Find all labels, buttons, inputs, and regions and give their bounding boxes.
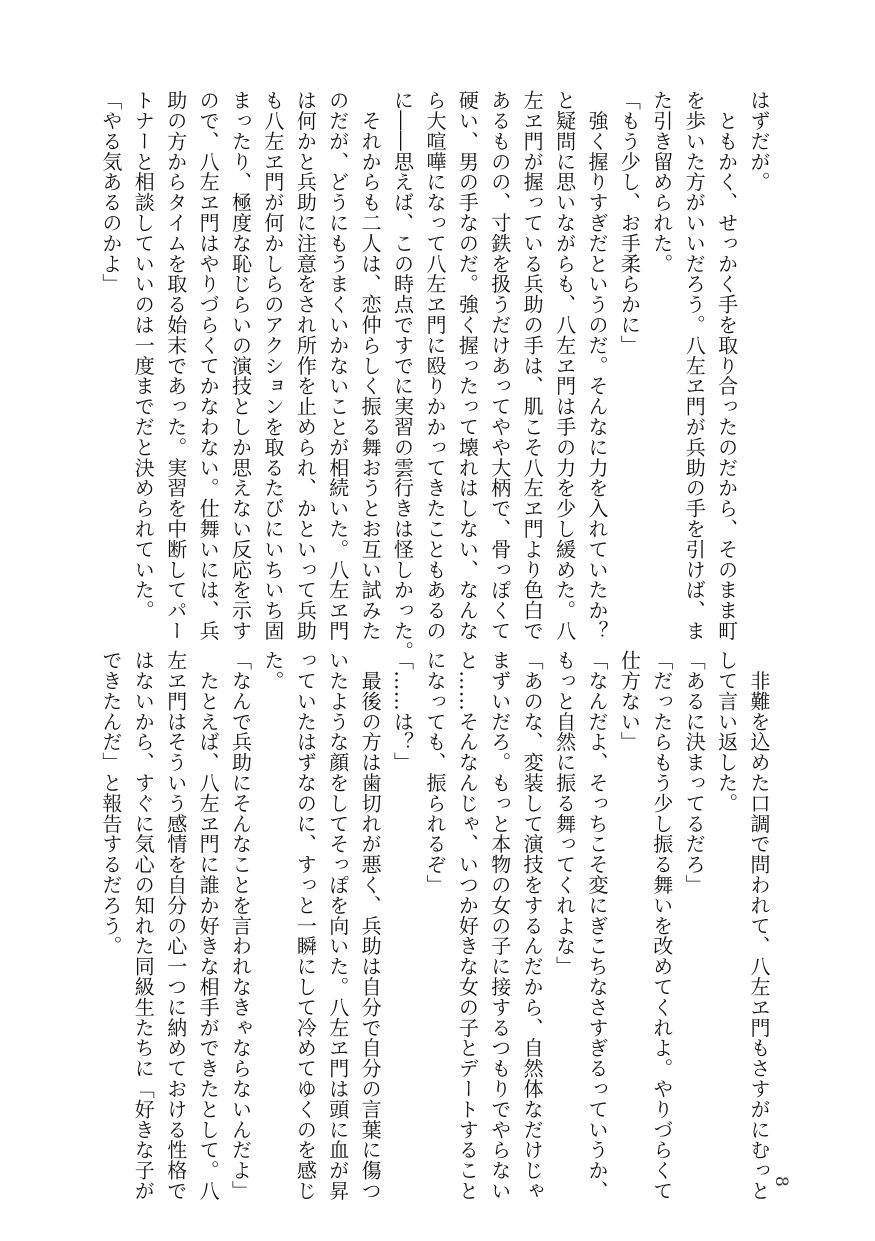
text-line: まずいだろ。もっと本物の女の子に接するつもりでやらない xyxy=(487,650,512,1201)
text-line: 「なんだよ、そっちこそ変にぎこちなさすぎるっていうか、 xyxy=(584,650,609,1201)
text-line: になっても、振られるぞ」 xyxy=(422,650,447,895)
text-line: もっと自然に振る舞ってくれよな」 xyxy=(552,650,577,977)
text-line: 「なんで兵助にそんなことを言われなきゃならないんだよ」 xyxy=(228,650,253,1201)
text-line: た。 xyxy=(260,650,285,691)
text-line: を歩いた方がいいだろう。八左ヱ門が兵助の手を引けば、ま xyxy=(682,90,707,641)
text-line: に――思えば、この時点ですでに実習の雲行きは怪しかった。 xyxy=(390,90,415,662)
text-line: た引き留められた。 xyxy=(649,90,674,274)
text-line: 助の方からタイムを取る始末であった。実習を中断してパー xyxy=(163,90,188,641)
text-line: あるものの、寸鉄を扱うだけあってやや大柄で、骨っぽくて xyxy=(487,90,512,641)
page-number: 8 xyxy=(771,1176,791,1187)
text-line: 硬い、男の手なのだ。強く握ったって壊れはしない、なんな xyxy=(455,90,480,641)
text-line: して言い返した。 xyxy=(714,650,739,814)
text-line: 左ヱ門はそういう感情を自分の心一つに納めておける性格で xyxy=(163,650,188,1201)
text-line: ともかく、せっかく手を取り合ったのだから、そのまま町 xyxy=(714,90,739,641)
text-line: 「もう少し、お手柔らかに」 xyxy=(617,90,642,356)
text-line: のだが、どうにもうまくいかないことが相続いた。八左ヱ門 xyxy=(325,90,350,641)
text-line: 「だったらもう少し振る舞いを改めてくれよ。やりづらくて xyxy=(649,650,674,1201)
text-line: ので、八左ヱ門はやりづらくてかなわない。仕舞いには、兵 xyxy=(196,90,221,641)
text-line: 最後の方は歯切れが悪く、兵助は自分で自分の言葉に傷つ xyxy=(358,650,383,1201)
text-line: 非難を込めた口調で問われて、八左ヱ門もさすがにむっと xyxy=(747,650,771,1201)
text-line: 「あのな、変装して演技をするんだから、自然体なだけじゃ xyxy=(520,650,545,1201)
text-line: 「……は？」 xyxy=(390,650,415,773)
text-line: 「やる気あるのかよ」 xyxy=(98,90,123,294)
text-line: も八左ヱ門が何かしらのアクションを取るたびにいちいち固 xyxy=(260,90,285,641)
text-line: 左ヱ門が握っている兵助の手は、肌こそ八左ヱ門より色白で xyxy=(520,90,545,641)
text-line: それからも二人は、恋仲らしく振る舞おうとお互い試みた xyxy=(358,90,383,641)
text-line: と……そんなんじゃ、いつか好きな女の子とデートすること xyxy=(455,650,480,1201)
text-line: 仕方ない」 xyxy=(617,650,642,752)
text-line: たとえば、八左ヱ門に誰か好きな相手ができたとして。八 xyxy=(196,650,221,1201)
text-line: 強く握りすぎだというのだ。そんなに力を入れていたか？ xyxy=(584,90,609,641)
text-line: っていたはずなのに、すっと一瞬にして冷めてゆくのを感じ xyxy=(293,650,318,1201)
text-line: 「あるに決まってるだろ」 xyxy=(682,650,707,895)
text-line: と疑問に思いながらも、八左ヱ門は手の力を少し緩めた。八 xyxy=(552,90,577,641)
text-line: できたんだ」と報告するだろう。 xyxy=(98,650,123,956)
text-line: ら大喧嘩になって八左ヱ門に殴りかかってきたこともあるの xyxy=(422,90,447,641)
text-line: はずだが。 xyxy=(747,90,771,192)
text-line: まったり、極度な恥じらいの演技としか思えない反応を示す xyxy=(228,90,253,641)
upper-text-block xyxy=(98,90,775,662)
text-line: は何かと兵助に注意をされ所作を止められ、かといって兵助 xyxy=(293,90,318,641)
text-line: はないから、すぐに気心の知れた同級生たちに「好きな子が xyxy=(131,650,156,1201)
lower-text-block xyxy=(95,650,775,1201)
text-line: いたような顔をしてそっぽを向いた。八左ヱ門は頭に血が昇 xyxy=(325,650,350,1201)
text-line: トナーと相談していいのは一度までだと決められていた。 xyxy=(131,90,156,621)
